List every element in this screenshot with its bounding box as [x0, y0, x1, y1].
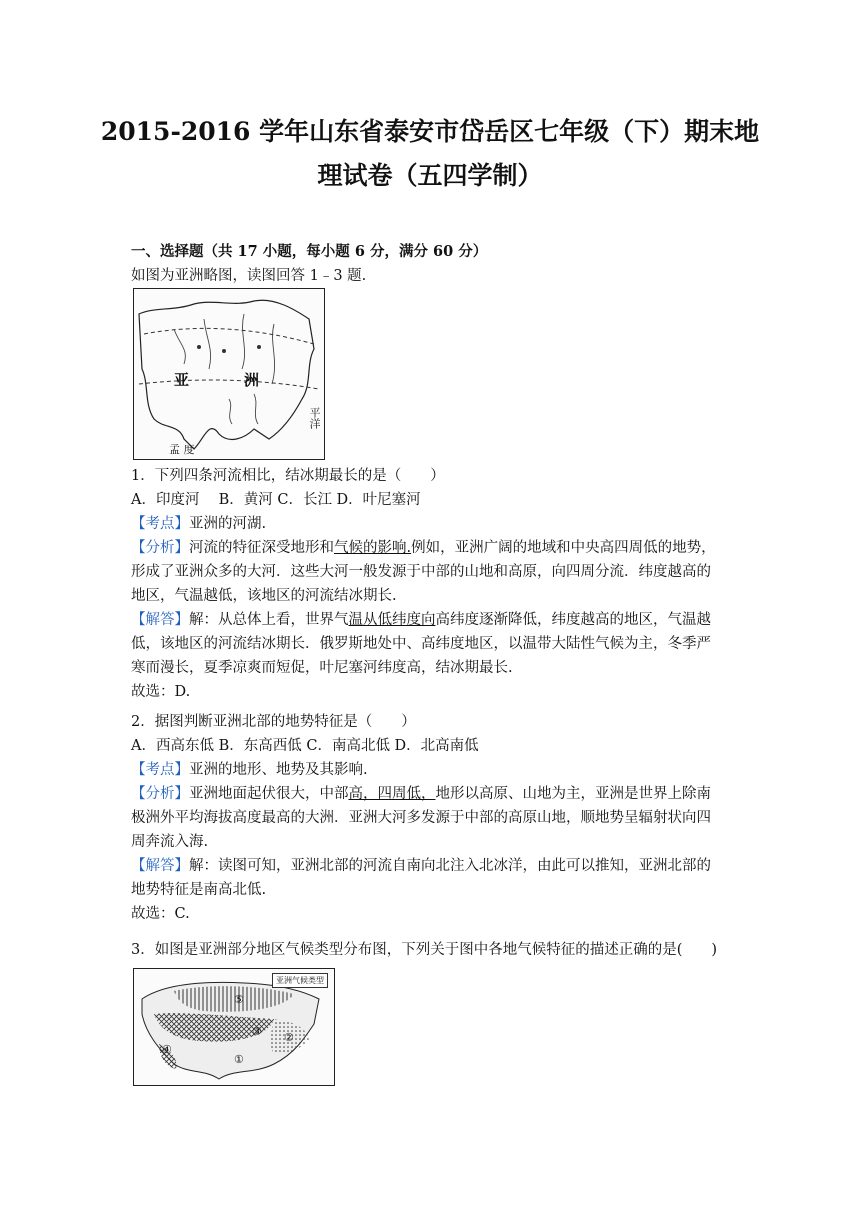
- q2-jieda-text: 解：读图可知，亚洲北部的河流自南向北注入北冰洋，由此可以推知，亚洲北部的: [189, 858, 711, 874]
- tag-fenxi: 【分析】: [131, 786, 189, 802]
- q1-kaodian: [131, 512, 731, 536]
- doc-title-line2: 理试卷（五四学制）: [317, 161, 543, 190]
- q3-stem: 3．如图是亚洲部分地区气候类型分布图，下列关于图中各地气候特征的描述正确的是( ): [131, 942, 718, 958]
- q1-jieda-text-a: 解：从总体上看，世界气: [189, 612, 349, 628]
- climate-legend-title: 亚洲气候类型: [276, 976, 324, 985]
- map-label-bay: 孟 度: [169, 443, 195, 456]
- climate-marker-5: ⑤: [234, 993, 244, 1006]
- q2-jieda-line1: [131, 854, 731, 878]
- q1-fenxi-text-b: 例如，亚洲广阔的地域和中央高四周低的地势，: [411, 540, 716, 556]
- section-heading: 一、选择题（共 17 小题，每小题 6 分，满分 60 分）: [131, 243, 488, 260]
- q2-fenxi-text-b: 地形以高原、山地为主，亚洲是世界上除南: [435, 786, 711, 802]
- asia-map-graphic: [134, 289, 324, 459]
- tag-jieda: 【解答】: [131, 858, 189, 874]
- q2-kaodian-text: 亚洲的地形、地势及其影响.: [189, 762, 368, 778]
- q2-fenxi-text-a: 亚洲地面起伏很大，中部: [189, 786, 349, 802]
- q1-fenxi-line3: 地区，气温越低，该地区的河流结冰期长.: [131, 588, 397, 604]
- q1-jieda-line2: 低，该地区的河流结冰期长．俄罗斯地处中、高纬度地区，以温带大陆性气候为主，冬季严: [131, 636, 711, 652]
- q1-fenxi-text-a: 河流的特征深受地形和: [189, 540, 334, 556]
- q1-options: A．印度河 B．黄河 C．长江 D．叶尼塞河: [131, 492, 421, 508]
- asia-sketch-map: [133, 288, 325, 460]
- climate-marker-2: ②: [284, 1031, 294, 1044]
- climate-marker-4: ④: [162, 1043, 172, 1056]
- q2-kaodian: [131, 758, 731, 782]
- map-label-zhou: 洲: [244, 371, 260, 389]
- q1-jieda-text-b: 高纬度逐渐降低，纬度越高的地区，气温越: [435, 612, 711, 628]
- climate-marker-3: ③: [252, 1025, 262, 1038]
- q2-jieda-line2: 地势特征是南高北低.: [131, 882, 267, 898]
- tag-kaodian: 【考点】: [131, 516, 189, 532]
- q1-answer: 故选：D.: [131, 684, 191, 700]
- climate-marker-1: ①: [234, 1053, 244, 1066]
- q1-fenxi-line1: [131, 536, 731, 560]
- q1-fenxi-line2: 形成了亚洲众多的大河．这些大河一般发源于中部的山地和高原，向四周分流．纬度越高的: [131, 564, 711, 580]
- climate-legend-box: [272, 973, 328, 988]
- q1-stem: 1．下列四条河流相比，结冰期最长的是（ ）: [131, 468, 445, 484]
- map-label-ocean: 平洋: [308, 407, 321, 429]
- tag-fenxi: 【分析】: [131, 540, 189, 556]
- q2-stem: 2．据图判断亚洲北部的地势特征是（ ）: [131, 714, 416, 730]
- tag-jieda: 【解答】: [131, 612, 189, 628]
- q1-jieda-line1: [131, 608, 731, 632]
- q2-fenxi-line1: [131, 782, 731, 806]
- q2-fenxi-line3: 周奔流入海.: [131, 834, 209, 850]
- q1-kaodian-text: 亚洲的河湖.: [189, 516, 267, 532]
- q2-fenxi-line2: 极洲外平均海拔高度最高的大洲．亚洲大河多发源于中部的高原山地，顺地势呈辐射状向四: [131, 810, 711, 826]
- tag-kaodian: 【考点】: [131, 762, 189, 778]
- doc-title-line1: 2015-2016 学年山东省泰安市岱岳区七年级（下）期末地: [100, 117, 760, 146]
- asia-climate-map: [133, 968, 335, 1086]
- q1-jieda-line3: 寒而漫长，夏季凉爽而短促，叶尼塞河纬度高，结冰期最长.: [131, 660, 513, 676]
- q1-fenxi-underlined: 气候的影响.: [334, 540, 412, 556]
- q2-answer: 故选：C.: [131, 906, 190, 922]
- section-intro: 如图为亚洲略图，读图回答 1﹣3 题.: [131, 268, 367, 284]
- q2-fenxi-underlined: 高，四周低，: [348, 786, 436, 802]
- map-label-ya: 亚: [174, 371, 190, 389]
- q1-jieda-underlined: 温从低纬度向: [348, 612, 436, 628]
- q2-options: A．西高东低 B．东高西低 C．南高北低 D．北高南低: [131, 738, 479, 754]
